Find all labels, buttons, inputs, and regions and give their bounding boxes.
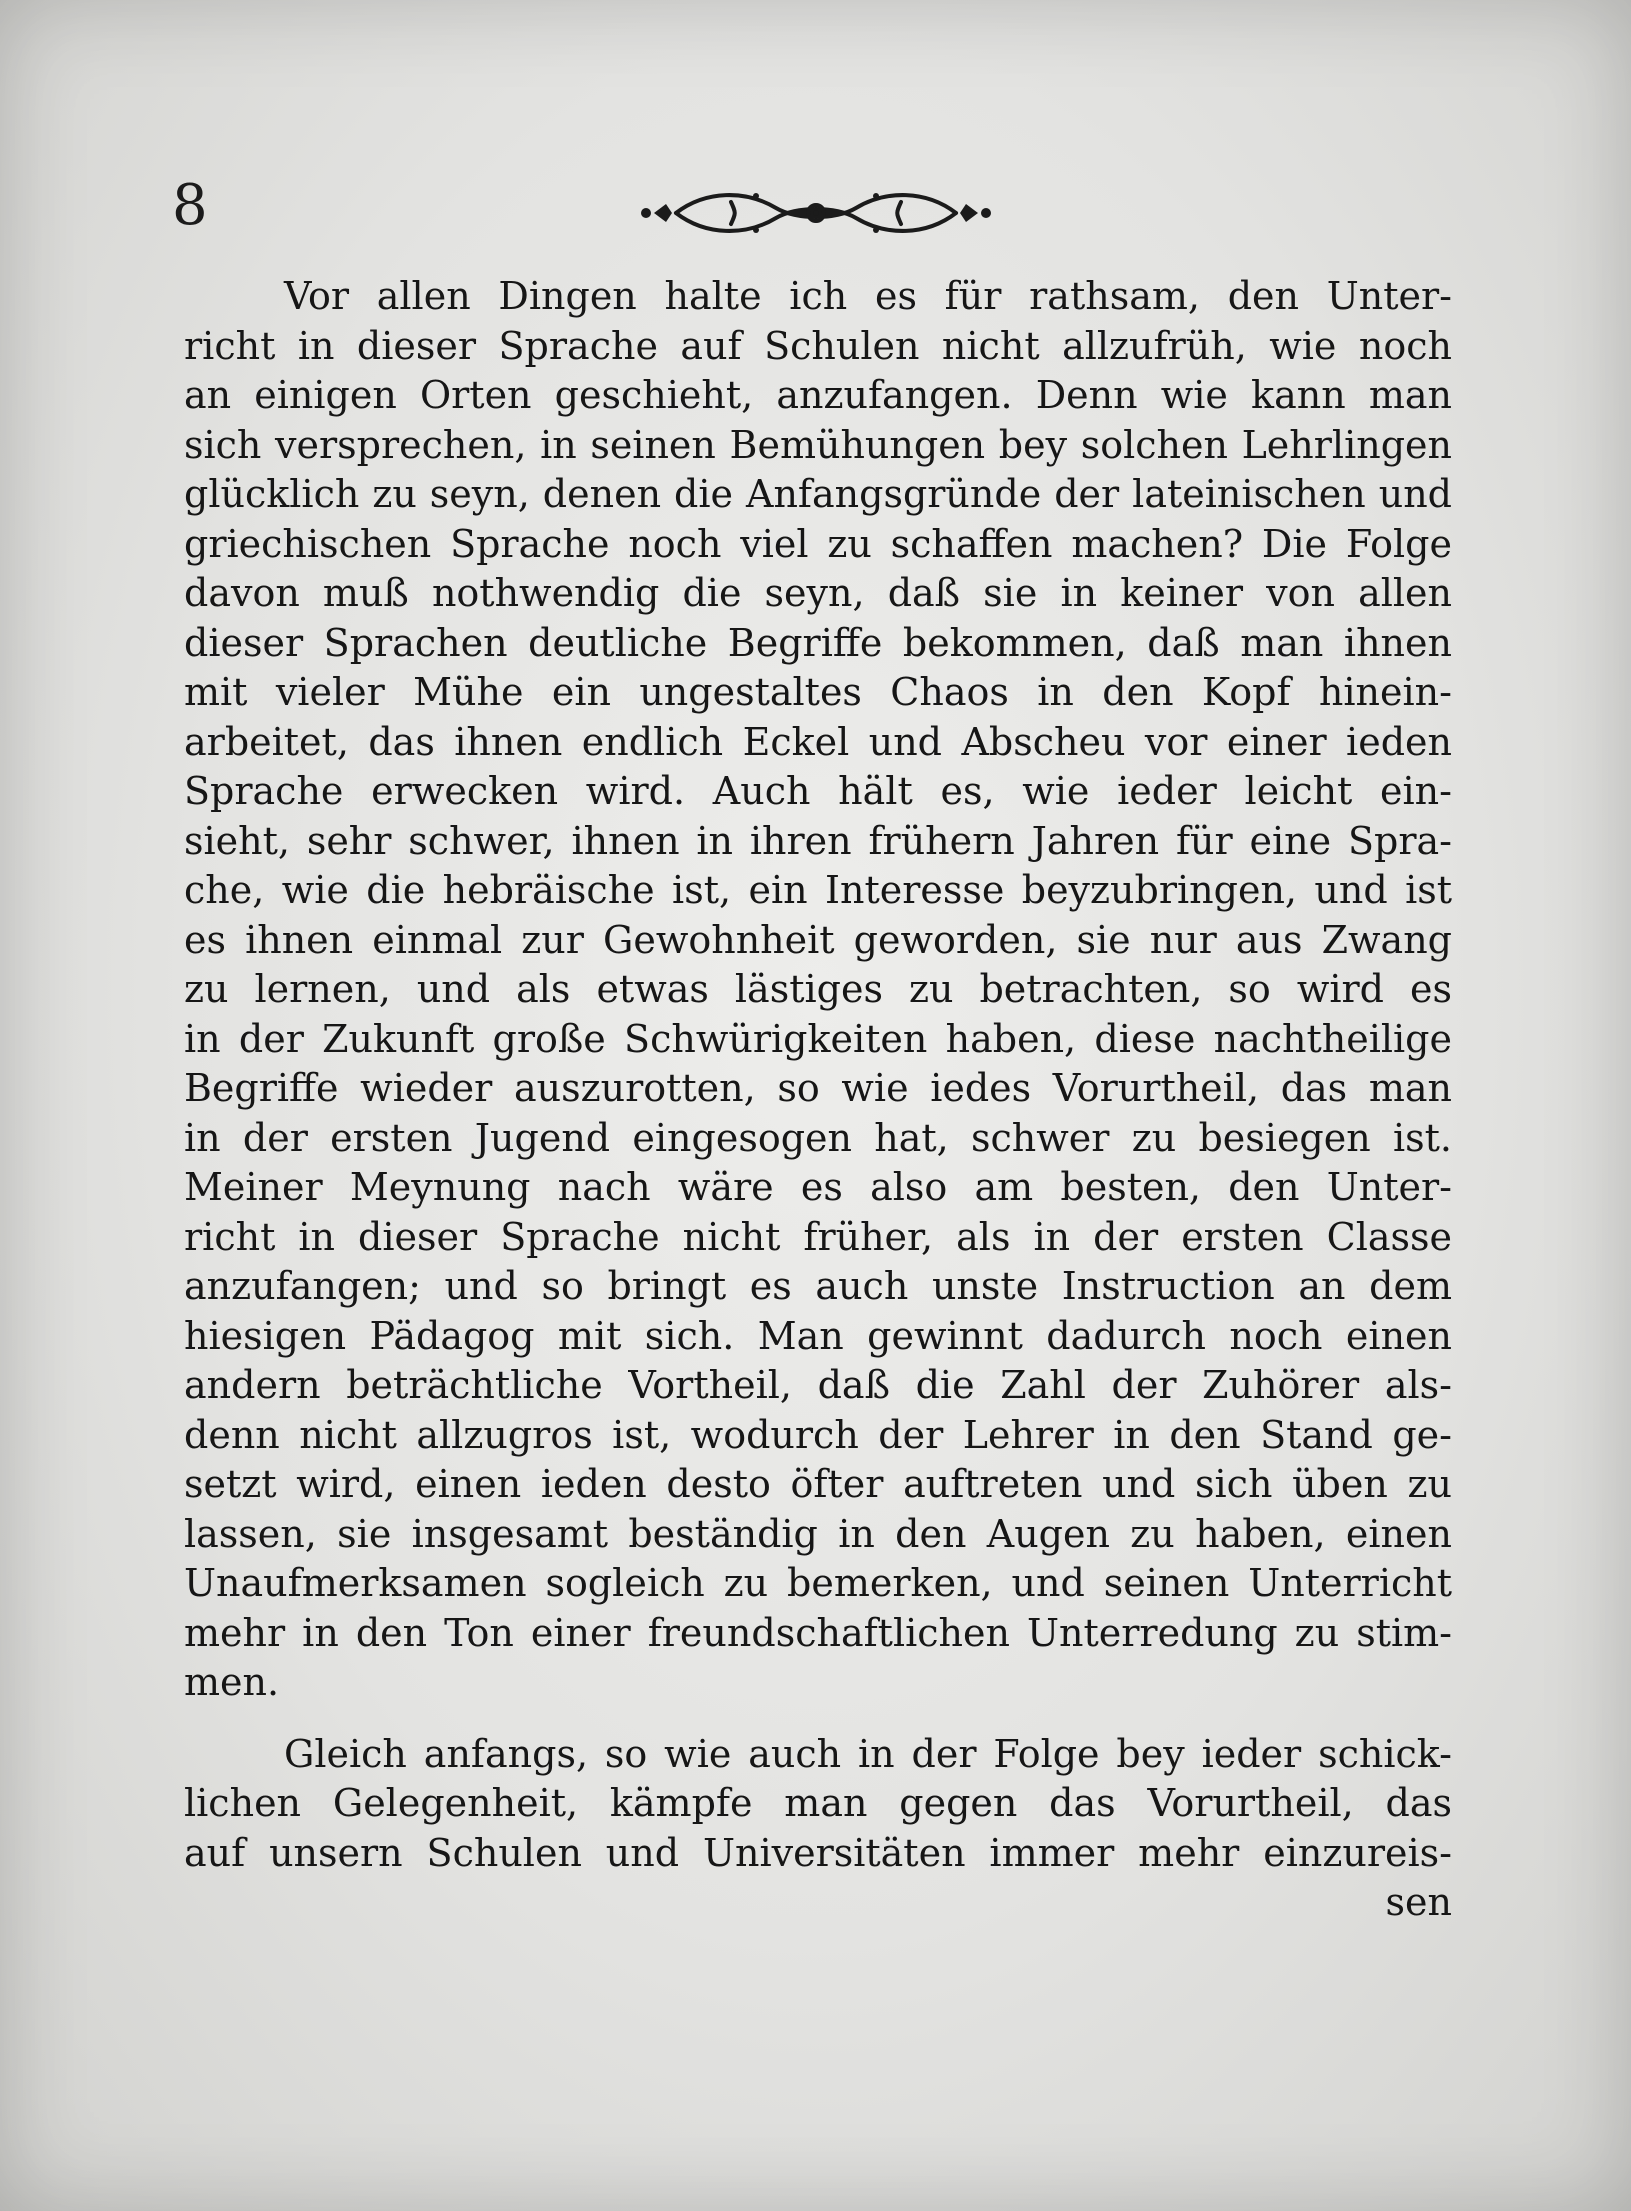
page-number: 8 xyxy=(172,173,208,238)
text-line: auf unsern Schulen und Universitäten immer mehr einzureis- xyxy=(184,1830,1452,1875)
text-line: men. xyxy=(184,1660,280,1704)
paragraph-2 xyxy=(184,1730,1452,1928)
text-line: glücklich zu seyn, denen die Anfangsgründe der lateinischen und xyxy=(184,472,1452,516)
text-line: Vor allen Dingen halte ich es für rathsam, den Unter- xyxy=(284,274,1452,318)
text-line: che, wie die hebräische ist, ein Interesse beyzubringen, und ist xyxy=(184,868,1452,912)
text-line: mehr in den Ton einer freundschaftlichen Unterredung zu stim- xyxy=(184,1610,1452,1655)
text-line: setzt wird, einen ieden desto öfter auftreten und sich üben zu xyxy=(184,1462,1452,1506)
text-line: griechischen Sprache noch viel zu schaffen machen? Die Folge xyxy=(184,521,1452,566)
text-line: denn nicht allzugros ist, wodurch der Lehrer in den Stand ge- xyxy=(184,1412,1452,1457)
text-line: arbeitet, das ihnen endlich Eckel und Abscheu vor einer ieden xyxy=(184,719,1452,764)
paragraph-1 xyxy=(184,272,1452,1708)
text-line: mit vieler Mühe ein ungestaltes Chaos in den Kopf hinein- xyxy=(184,670,1452,714)
text-line: Gleich anfangs, so wie auch in der Folge bey ieder schick- xyxy=(284,1731,1452,1776)
text-line: sich versprechen, in seinen Bemühungen bey solchen Lehrlingen xyxy=(184,422,1452,467)
ornament-icon xyxy=(636,182,996,244)
text-line: richt in dieser Sprache nicht früher, als in der ersten Classe xyxy=(184,1214,1452,1259)
text-line: sieht, sehr schwer, ihnen in ihren frühern Jahren für eine Spra- xyxy=(184,818,1452,863)
text-line: anzufangen; und so bringt es auch unste Instruction an dem xyxy=(184,1264,1452,1308)
catchword: sen xyxy=(1385,1880,1452,1924)
text-line: zu lernen, und als etwas lästiges zu betrachten, so wird es xyxy=(184,967,1452,1011)
text-line: in der Zukunft große Schwürigkeiten haben, diese nachtheilige xyxy=(184,1016,1452,1061)
text-line: lassen, sie insgesamt beständig in den Augen zu haben, einen xyxy=(184,1511,1452,1556)
text-line: dieser Sprachen deutliche Begriffe bekommen, daß man ihnen xyxy=(184,620,1452,665)
text-line: Sprache erwecken wird. Auch hält es, wie ieder leicht ein- xyxy=(184,769,1452,813)
text-line: Meiner Meynung nach wäre es also am besten, den Unter- xyxy=(184,1165,1452,1209)
text-line: es ihnen einmal zur Gewohnheit geworden, sie nur aus Zwang xyxy=(184,917,1452,962)
text-line: Begriffe wieder auszurotten, so wie iedes Vorurtheil, das man xyxy=(184,1066,1452,1110)
text-line: Unaufmerksamen sogleich zu bemerken, und seinen Unterricht xyxy=(184,1561,1452,1605)
text-line: davon muß nothwendig die seyn, daß sie in keiner von allen xyxy=(184,571,1452,615)
text-line: hiesigen Pädagog mit sich. Man gewinnt dadurch noch einen xyxy=(184,1313,1452,1358)
text-line: lichen Gelegenheit, kämpfe man gegen das Vorurtheil, das xyxy=(184,1781,1452,1825)
text-line: an einigen Orten geschieht, anzufangen. Denn wie kann man xyxy=(184,373,1452,417)
body-text xyxy=(184,272,1452,1928)
text-line: andern beträchtliche Vortheil, daß die Zahl der Zuhörer als- xyxy=(184,1363,1452,1407)
text-line: richt in dieser Sprache auf Schulen nicht allzufrüh, wie noch xyxy=(184,323,1452,368)
text-line: in der ersten Jugend eingesogen hat, schwer zu besiegen ist. xyxy=(184,1115,1452,1160)
